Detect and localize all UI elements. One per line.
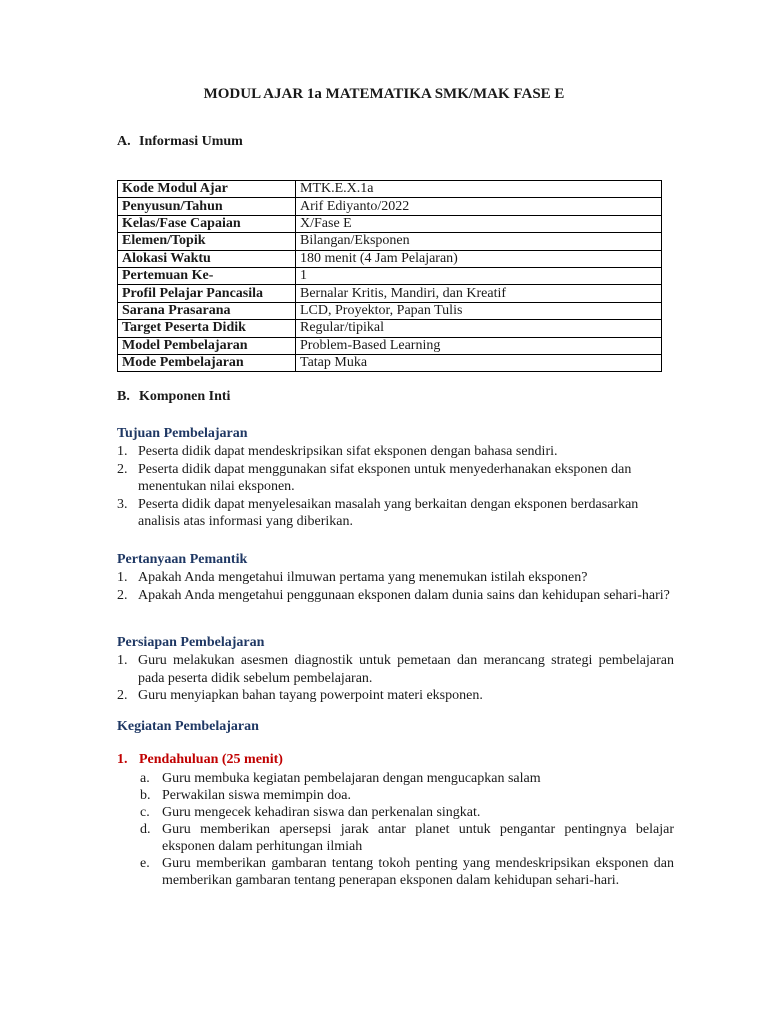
table-value-cell: Bernalar Kritis, Mandiri, dan Kreatif xyxy=(296,285,662,302)
pendahuluan-list xyxy=(140,770,674,889)
table-row xyxy=(118,320,662,337)
table-row xyxy=(118,250,662,267)
table-key-cell: Target Peserta Didik xyxy=(118,320,296,337)
list-item xyxy=(117,569,674,587)
pendahuluan-number: 1. xyxy=(117,752,128,767)
table-row xyxy=(118,354,662,371)
table-value-cell: MTK.E.X.1a xyxy=(296,181,662,198)
list-number: 1. xyxy=(117,653,128,668)
table-row xyxy=(118,181,662,198)
list-letter: d. xyxy=(140,822,151,837)
info-table xyxy=(117,180,662,372)
table-key-cell: Sarana Prasarana xyxy=(118,302,296,319)
list-text: Apakah Anda mengetahui penggunaan eksponen dalam dunia sains dan kehidupan sehari-hari? xyxy=(138,587,670,603)
list-letter: a. xyxy=(140,771,150,786)
list-text: Guru melakukan asesmen diagnostik untuk pemetaan dan merancang strategi pembelajaran pada peserta didik sebelum pembelajaran. xyxy=(138,653,674,686)
table-key-cell: Kode Modul Ajar xyxy=(118,181,296,198)
list-item xyxy=(140,787,674,804)
list-text: Peserta didik dapat menggunakan sifat eksponen untuk menyederhanakan eksponen dan menentukan nilai eksponen. xyxy=(138,461,632,494)
list-text: Guru memberikan gambaran tentang tokoh penting yang mendeskripsikan eksponen dan memberikan gambaran tentang penerapan eksponen dalam kehidupan sehari-hari. xyxy=(162,856,674,888)
list-item xyxy=(140,855,674,889)
persiapan-list xyxy=(117,652,674,705)
list-text: Guru memberikan apersepsi jarak antar planet untuk pengantar pentingnya belajar eksponen dalam perhitungan ilmiah xyxy=(162,822,674,854)
list-letter: b. xyxy=(140,788,151,803)
table-key-cell: Penyusun/Tahun xyxy=(118,198,296,215)
table-row xyxy=(118,198,662,215)
list-number: 1. xyxy=(117,444,128,459)
table-key-cell: Mode Pembelajaran xyxy=(118,354,296,371)
list-item xyxy=(117,652,674,687)
pertanyaan-list xyxy=(117,569,674,604)
section-b-label: Komponen Inti xyxy=(139,389,231,404)
table-value-cell: Tatap Muka xyxy=(296,354,662,371)
list-text: Guru mengecek kehadiran siswa dan perkenalan singkat. xyxy=(162,805,481,820)
list-letter: e. xyxy=(140,856,150,871)
list-text: Perwakilan siswa memimpin doa. xyxy=(162,788,351,803)
list-item xyxy=(140,770,674,787)
table-row xyxy=(118,233,662,250)
list-text: Peserta didik dapat mendeskripsikan sifat eksponen dengan bahasa sendiri. xyxy=(138,444,558,459)
table-row xyxy=(118,267,662,284)
list-number: 3. xyxy=(117,496,128,512)
table-key-cell: Elemen/Topik xyxy=(118,233,296,250)
table-row xyxy=(118,337,662,354)
section-a-letter: A. xyxy=(117,134,131,149)
table-key-cell: Kelas/Fase Capaian xyxy=(118,215,296,232)
table-key-cell: Pertemuan Ke- xyxy=(118,267,296,284)
table-value-cell: Regular/tipikal xyxy=(296,320,662,337)
table-value-cell: Arif Ediyanto/2022 xyxy=(296,198,662,215)
table-value-cell: Problem-Based Learning xyxy=(296,337,662,354)
list-item xyxy=(117,443,674,461)
table-key-cell: Alokasi Waktu xyxy=(118,250,296,267)
list-text: Apakah Anda mengetahui ilmuwan pertama yang menemukan istilah eksponen? xyxy=(138,570,588,585)
table-value-cell: X/Fase E xyxy=(296,215,662,232)
list-number: 2. xyxy=(117,587,128,603)
list-text: Guru membuka kegiatan pembelajaran dengan mengucapkan salam xyxy=(162,771,541,786)
list-number: 2. xyxy=(117,461,128,477)
table-key-cell: Model Pembelajaran xyxy=(118,337,296,354)
section-b-heading xyxy=(117,389,230,405)
list-text: Peserta didik dapat menyelesaikan masalah yang berkaitan dengan eksponen berdasarkan analisis atas informasi yang diberikan. xyxy=(138,496,639,529)
table-value-cell: 1 xyxy=(296,267,662,284)
list-item xyxy=(117,687,674,705)
section-a-heading xyxy=(117,134,243,150)
persiapan-heading: Persiapan Pembelajaran xyxy=(117,635,265,650)
page-title: MODUL AJAR 1a MATEMATIKA SMK/MAK FASE E xyxy=(203,86,565,102)
pendahuluan-label: Pendahuluan (25 menit) xyxy=(139,752,283,767)
tujuan-heading: Tujuan Pembelajaran xyxy=(117,426,248,441)
list-item xyxy=(140,804,674,821)
list-letter: c. xyxy=(140,805,150,820)
list-text: Guru menyiapkan bahan tayang powerpoint materi eksponen. xyxy=(138,688,483,703)
kegiatan-heading: Kegiatan Pembelajaran xyxy=(117,719,259,734)
tujuan-list xyxy=(117,443,674,531)
list-item xyxy=(140,821,674,855)
list-item xyxy=(117,496,674,531)
table-key-cell: Profil Pelajar Pancasila xyxy=(118,285,296,302)
table-value-cell: Bilangan/Eksponen xyxy=(296,233,662,250)
list-number: 2. xyxy=(117,688,128,703)
pertanyaan-heading: Pertanyaan Pemantik xyxy=(117,552,248,567)
list-number: 1. xyxy=(117,570,128,585)
table-row xyxy=(118,215,662,232)
section-b-letter: B. xyxy=(117,389,130,404)
list-item xyxy=(117,587,674,605)
section-a-label: Informasi Umum xyxy=(139,134,243,149)
table-value-cell: 180 menit (4 Jam Pelajaran) xyxy=(296,250,662,267)
table-row xyxy=(118,285,662,302)
table-row xyxy=(118,302,662,319)
list-item xyxy=(117,461,674,496)
pendahuluan-heading xyxy=(117,752,283,768)
table-value-cell: LCD, Proyektor, Papan Tulis xyxy=(296,302,662,319)
